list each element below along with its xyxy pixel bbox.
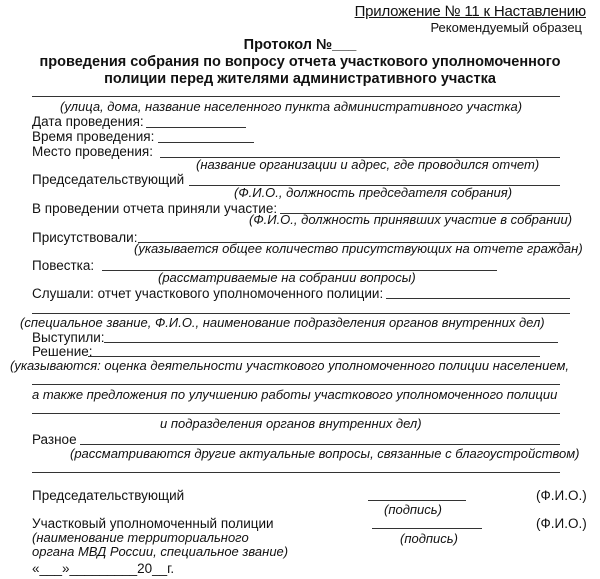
misc-label: Разное bbox=[32, 432, 77, 447]
present-label: Присутствовали: bbox=[32, 230, 138, 245]
present-hint: (указывается общее количество присутствующих на отчете граждан) bbox=[134, 241, 583, 256]
appendix-header: Приложение № 11 к Наставлению bbox=[354, 3, 586, 20]
signature-chair-line bbox=[368, 500, 466, 501]
participants-label: В проведении отчета приняли участие: bbox=[32, 201, 278, 216]
agenda-label: Повестка: bbox=[32, 258, 95, 273]
signature-chair-hint: (подпись) bbox=[384, 502, 442, 517]
misc-hint: (рассматриваются другие актуальные вопросы, связанные с благоустройством) bbox=[70, 446, 580, 461]
signature-officer-fio: (Ф.И.О.) bbox=[536, 516, 587, 531]
signature-chair-fio: (Ф.И.О.) bbox=[536, 488, 587, 503]
sample-label: Рекомендуемый образец bbox=[430, 20, 582, 35]
chair-hint: (Ф.И.О., должность председателя собрания) bbox=[234, 185, 513, 200]
heard-field-line-2 bbox=[32, 313, 570, 314]
officer-label-1: Участковый уполномоченный полиции bbox=[32, 516, 274, 531]
signature-date: «___»_________20__г. bbox=[32, 561, 175, 576]
speakers-label: Выступили: bbox=[32, 330, 105, 345]
agenda-hint: (рассматриваемые на собрании вопросы) bbox=[158, 270, 416, 285]
date-field-line bbox=[146, 127, 246, 128]
protocol-subtitle-2: полиции перед жителями административного участка bbox=[104, 71, 496, 87]
officer-label-2: (наименование территориального bbox=[32, 530, 249, 545]
protocol-subtitle-1: проведения собрания по вопросу отчета участкового уполномоченного bbox=[39, 54, 561, 70]
protocol-title: Протокол №___ bbox=[243, 37, 357, 53]
signature-officer-line bbox=[372, 528, 482, 529]
speakers-field-line bbox=[104, 342, 558, 343]
decision-field-line-1 bbox=[88, 356, 540, 357]
decision-field-line-2 bbox=[32, 384, 560, 385]
signature-officer-hint: (подпись) bbox=[400, 531, 458, 546]
time-label: Время проведения: bbox=[32, 129, 155, 144]
time-field-line bbox=[158, 142, 254, 143]
place-label: Место проведения: bbox=[32, 144, 153, 159]
misc-field-line-2 bbox=[32, 472, 560, 473]
heard-label: Слушали: отчет участкового уполномоченного полиции: bbox=[32, 286, 384, 301]
heard-field-line-1 bbox=[386, 298, 570, 299]
decision-field-line-3 bbox=[32, 413, 560, 414]
decision-label: Решение: bbox=[32, 344, 93, 359]
place-hint: (название организации и адрес, где проводился отчет) bbox=[196, 157, 540, 172]
address-hint: (улица, дома, название населенного пункта административного участка) bbox=[60, 99, 523, 114]
decision-hint-1: (указываются: оценка деятельности участкового уполномоченного полиции населением, bbox=[10, 358, 569, 373]
decision-hint-3: и подразделения органов внутренних дел) bbox=[160, 416, 422, 431]
chair-label: Председательствующий bbox=[32, 172, 185, 187]
misc-field-line-1 bbox=[80, 444, 560, 445]
address-line bbox=[32, 96, 560, 97]
participants-hint: (Ф.И.О., должность принявших участие в собрании) bbox=[249, 212, 573, 227]
heard-hint: (специальное звание, Ф.И.О., наименование подразделения органов внутренних дел) bbox=[20, 315, 545, 330]
officer-label-3: органа МВД России, специальное звание) bbox=[32, 544, 289, 559]
decision-hint-2: а также предложения по улучшению работы участкового уполномоченного полиции bbox=[32, 387, 558, 402]
signature-chair-label: Председательствующий bbox=[32, 488, 185, 503]
date-label: Дата проведения: bbox=[32, 114, 144, 129]
